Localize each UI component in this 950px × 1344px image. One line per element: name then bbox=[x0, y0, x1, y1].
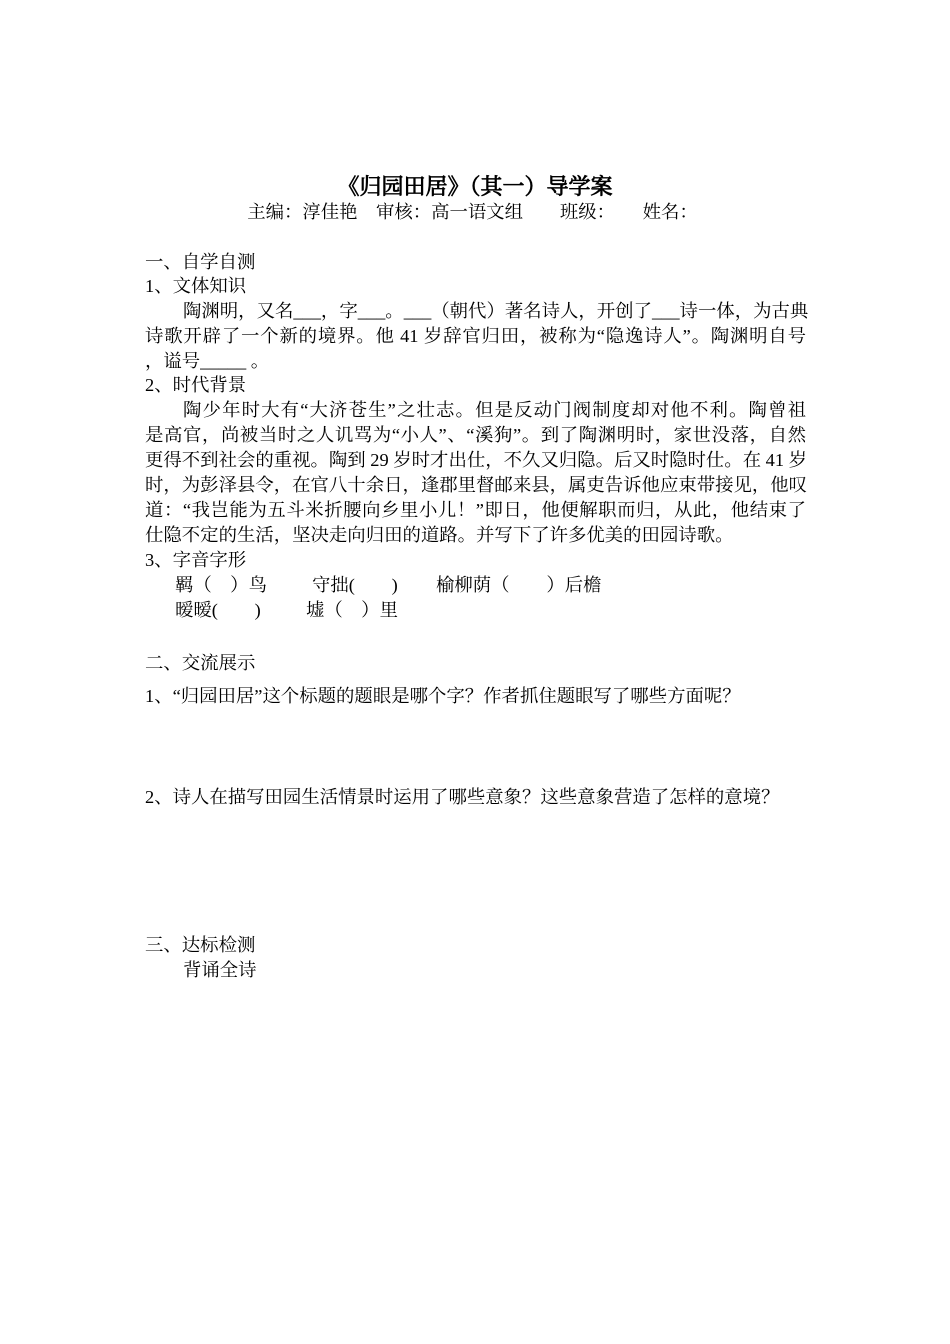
part1-line: ，谥号_____ 。 bbox=[145, 350, 270, 371]
section1-heading: 一、自学自测 bbox=[145, 251, 256, 272]
pronunciation-item: 榆柳荫（ ）后檐 bbox=[436, 574, 602, 595]
pronunciation-item: 守拙( ) bbox=[312, 574, 398, 595]
part2-line: 陶少年时大有“大济苍生”之壮志。但是反动门阀制度却对他不利。陶曾祖 bbox=[183, 399, 806, 420]
part2-heading: 2、时代背景 bbox=[145, 374, 247, 395]
discussion-question: 2、诗人在描写田园生活情景时运用了哪些意象？这些意象营造了怎样的意境？ bbox=[145, 786, 780, 807]
part2-line: 仕隐不定的生活，坚决走向归田的道路。并写下了许多优美的田园诗歌。 bbox=[145, 524, 734, 545]
discussion-question: 1、“归园田居”这个标题的题眼是哪个字？作者抓住题眼写了哪些方面呢？ bbox=[145, 685, 741, 706]
pronunciation-item: 羁（ ）鸟 bbox=[175, 574, 267, 595]
document-title: 《归园田居》（其一）导学案 bbox=[337, 174, 613, 199]
part1-heading: 1、文体知识 bbox=[145, 275, 247, 296]
part2-line: 更得不到社会的重视。陶到 29 岁时才出仕，不久又归隐。后又时隐时仕。在 41 岁 bbox=[145, 449, 808, 470]
part2-line: 道：“我岂能为五斗米折腰向乡里小儿！”即日，他便解职而归，从此，他结束了 bbox=[145, 499, 806, 520]
part3-heading: 3、字音字形 bbox=[145, 549, 247, 570]
pronunciation-item: 暧暧( ) bbox=[175, 599, 261, 620]
part1-line: 陶渊明，又名___，字___。___（朝代）著名诗人，开创了___诗一体，为古典 bbox=[183, 300, 809, 321]
part2-line: 是高官，尚被当时之人讥骂为“小人”、“溪狗”。到了陶渊明时，家世没落，自然 bbox=[145, 424, 806, 445]
document-byline: 主编：淳佳艳 审核：高一语文组 班级： 姓名： bbox=[247, 201, 698, 222]
section2-heading: 二、交流展示 bbox=[145, 652, 256, 673]
part2-line: 时，为彭泽县令，在官八十余日，逢郡里督邮来县，属吏告诉他应束带接见，他叹 bbox=[145, 474, 808, 495]
section3-heading: 三、达标检测 bbox=[145, 934, 256, 955]
part1-line: 诗歌开辟了一个新的境界。他 41 岁辞官归田，被称为“隐逸诗人”。陶渊明自号 bbox=[145, 325, 806, 346]
section3-task: 背诵全诗 bbox=[183, 959, 257, 980]
pronunciation-item: 墟（ ）里 bbox=[306, 599, 398, 620]
